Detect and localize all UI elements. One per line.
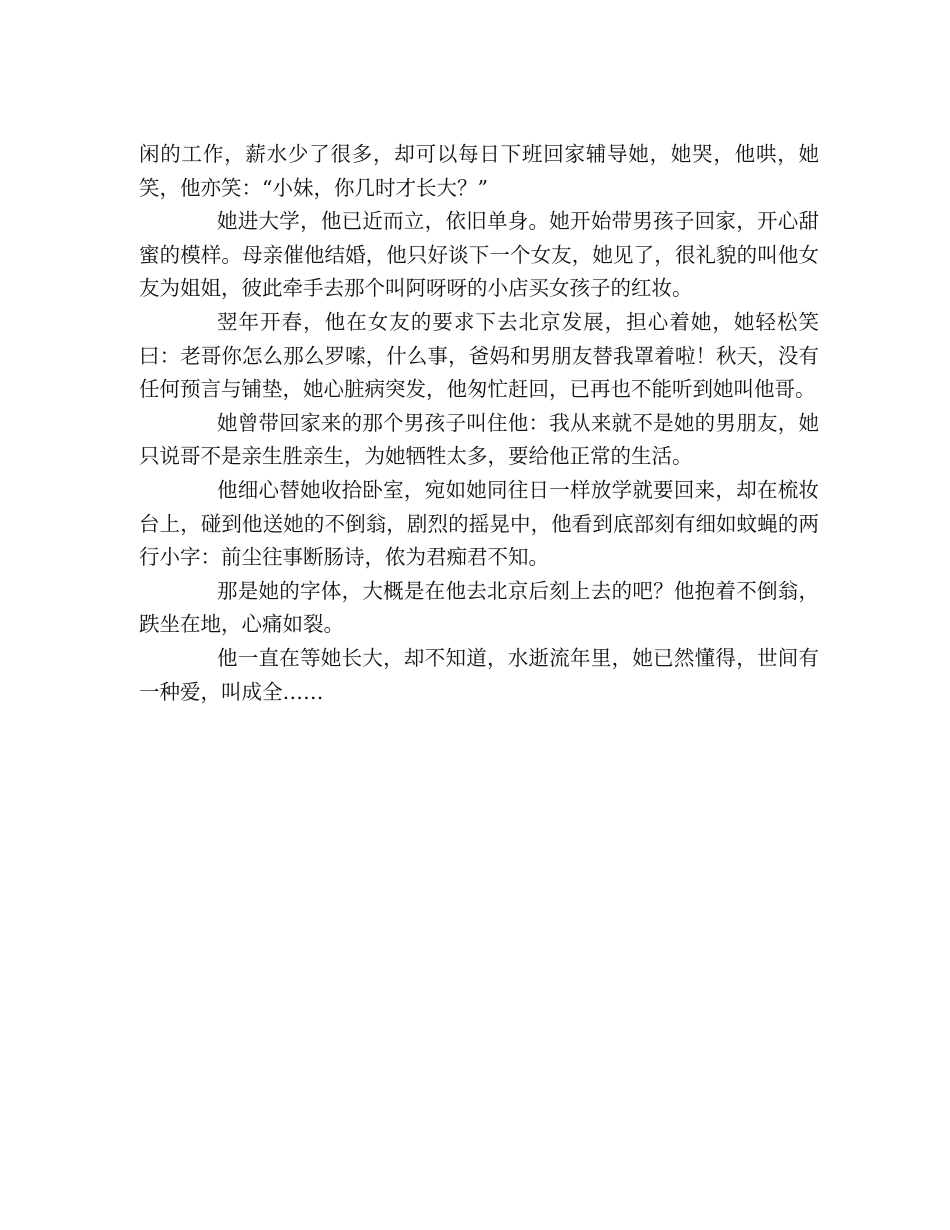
paragraph-1: 闲的工作，薪水少了很多，却可以每日下班回家辅导她，她哭，他哄，她笑，他亦笑：“小妹，你几时才长大？” [139, 142, 819, 200]
paragraph-7: 他一直在等她长大，却不知道，水逝流年里，她已然懂得，世间有一种爱，叫成全…… [139, 645, 819, 704]
paragraph-3: 翌年开春，他在女友的要求下去北京发展，担心着她，她轻松笑曰：老哥你怎么那么罗嗦，什么事，爸妈和男朋友替我罩着啦！秋天，没有任何预言与铺垫，她心脏病突发，他匆忙赶回，已再也不能听到她叫他哥。 [139, 309, 819, 402]
paragraph-5: 他细心替她收拾卧室，宛如她同往日一样放学就要回来，却在梳妆台上，碰到他送她的不倒翁，剧烈的摇晃中，他看到底部刻有细如蚊蝇的两行小字：前尘往事断肠诗，侬为君痴君不知。 [139, 477, 819, 570]
document-body [139, 138, 819, 709]
paragraph-2: 她进大学，他已近而立，依旧单身。她开始带男孩子回家，开心甜蜜的模样。母亲催他结婚，他只好谈下一个女友，她见了，很礼貌的叫他女友为姐姐，彼此牵手去那个叫阿呀呀的小店买女孩子的红妆。 [139, 209, 819, 301]
paragraph-6: 那是她的字体，大概是在他去北京后刻上去的吧？他抱着不倒翁，跌坐在地，心痛如裂。 [139, 578, 819, 637]
paragraph-4: 她曾带回家来的那个男孩子叫住他：我从来就不是她的男朋友，她只说哥不是亲生胜亲生，为她牺牲太多，要给他正常的生活。 [139, 410, 819, 469]
